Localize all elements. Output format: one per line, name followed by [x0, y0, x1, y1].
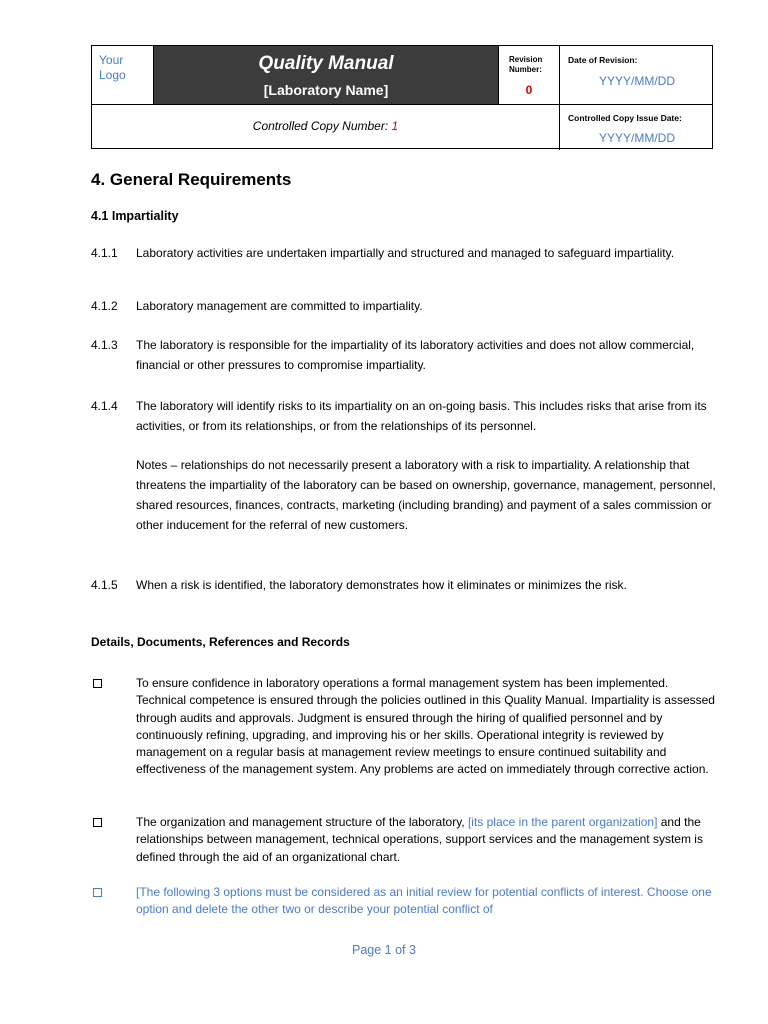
clause-number: 4.1.1	[91, 246, 118, 260]
issue-date-value: YYYY/MM/DD	[598, 131, 675, 145]
controlled-copy-cell	[92, 104, 560, 150]
checkbox-icon[interactable]	[93, 818, 102, 827]
revision-date-label: Date of Revision:	[568, 55, 638, 65]
org-placeholder: [its place in the parent organization]	[467, 815, 658, 829]
document-title: Quality Manual	[258, 53, 394, 74]
details-paragraph: To ensure confidence in laboratory operations a formal management system has been implemented. Technical competence is ensured through the policies outlined in this Quality Manual. Impartiality is assessed through audits and approvals. Judgment is ensured through the hiring of qualified personnel and by continuously refining, upgrading, and improving his or her skills. Operational integrity is reviewed by management on a regular basis at management review meetings to ensure continued suitability and effectiveness of the management system. Any problems are acted on immediately through corrective action.	[136, 676, 715, 777]
clause-text: Laboratory activities are undertaken impartially and structured and managed to safeguard impartiality.	[136, 246, 675, 260]
issue-date-label: Controlled Copy Issue Date:	[568, 113, 682, 123]
controlled-copy-text	[92, 119, 559, 133]
revision-label: Revision Number:	[509, 55, 543, 74]
clause-text: The laboratory will identify risks to its impartiality on an on-going basis. This includes risks that arise from its activities, or from its relationships, or from the relationships of its personnel.	[136, 399, 707, 433]
clause-text: The laboratory is responsible for the impartiality of its laboratory activities and does not allow commercial, financial or other pressures to compromise impartiality.	[136, 338, 695, 372]
clause-number: 4.1.4	[91, 399, 118, 413]
revision-cell	[499, 46, 560, 104]
clause-number: 4.1.2	[91, 299, 118, 313]
title-cell	[154, 46, 499, 104]
details-paragraph-options: [The following 3 options must be considered as an initial review for potential conflicts of interest. Choose one option and delete the other two or describe your potential conflict of	[136, 885, 712, 917]
logo-cell	[92, 46, 154, 104]
revision-value: 0	[525, 83, 533, 97]
clause-number: 4.1.3	[91, 338, 118, 352]
org-text-c: and the relationships between management, technical operations, support services and the management system is defined through the aid of an organizational chart.	[136, 815, 703, 864]
controlled-copy-number: 1	[391, 119, 399, 133]
checkbox-icon[interactable]	[93, 888, 102, 897]
laboratory-name: [Laboratory Name]	[263, 82, 389, 98]
details-paragraph-org	[136, 814, 716, 866]
subsection-heading: 4.1 Impartiality	[91, 209, 179, 223]
clause-notes: Notes – relationships do not necessarily present a laboratory with a risk to impartiality. A relationship that threatens the impartiality of the laboratory can be based on ownership, governance, management, personnel, shared resources, finances, contracts, marketing (including branding) and payment of a sales commission or other inducement for the referral of new customers.	[136, 458, 716, 532]
controlled-copy-label: Controlled Copy Number:	[252, 119, 392, 133]
logo-placeholder: Your Logo	[99, 53, 126, 82]
page-number: Page 1 of 3	[352, 943, 416, 957]
section-heading: 4. General Requirements	[91, 170, 292, 189]
revision-date-cell	[560, 46, 714, 104]
clause-text: When a risk is identified, the laboratory demonstrates how it eliminates or minimizes the risk.	[136, 578, 627, 592]
clause-text: Laboratory management are committed to impartiality.	[136, 299, 423, 313]
clause-number: 4.1.5	[91, 578, 118, 592]
revision-date-value: YYYY/MM/DD	[598, 74, 675, 88]
org-text-a: The organization and management structure of the laboratory,	[136, 815, 468, 829]
checkbox-icon[interactable]	[93, 679, 102, 688]
issue-date-cell	[560, 104, 714, 150]
document-header-table	[91, 45, 713, 149]
details-heading: Details, Documents, References and Records	[91, 635, 350, 649]
